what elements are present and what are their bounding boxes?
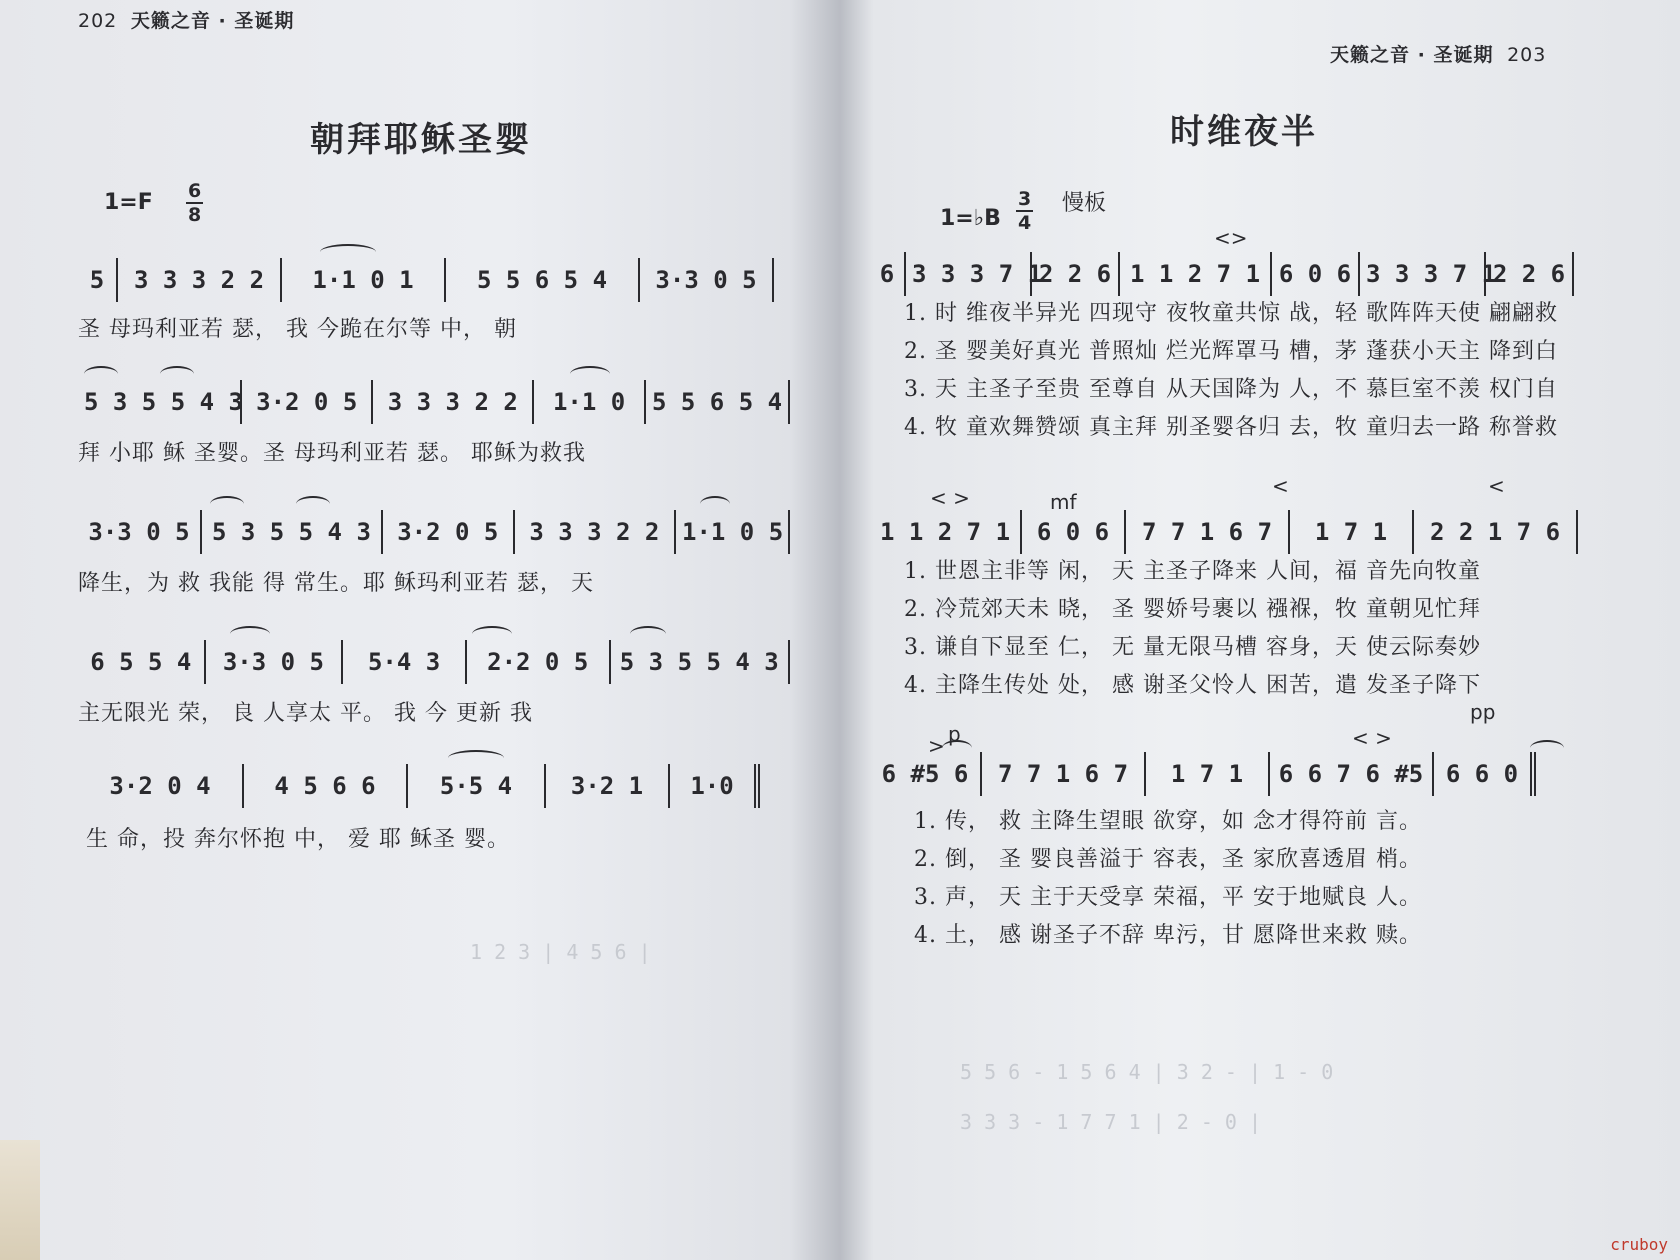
measure: 3 3 3 2 2	[515, 510, 676, 554]
left-header-title: 天籁之音 · 圣诞期	[130, 10, 295, 32]
measure: 3·2 0 5	[242, 380, 373, 424]
right-lyric-line-2-4: 4. 主降生传处 处， 感 谢圣父怜人 困苦，遣 发圣子降下	[904, 673, 1481, 698]
accent-mark: >	[928, 734, 945, 758]
measure: 3·2 1	[546, 764, 670, 808]
right-notation-line-3	[870, 752, 1670, 796]
watermark: cruboy	[1610, 1235, 1668, 1254]
left-lyric-line-5: 生 命，投 奔尔怀抱 中， 爱 耶 稣圣 婴。	[86, 827, 510, 852]
slur	[296, 496, 330, 512]
right-time-denominator: 4	[1018, 212, 1032, 234]
left-time-numerator: 6	[188, 180, 202, 202]
measure: 3·2 0 4	[78, 764, 244, 808]
left-notation-line-2	[78, 380, 790, 424]
measure: 3·3 0 5	[78, 510, 202, 554]
measure: 1·1 0	[534, 380, 646, 424]
slur	[700, 496, 730, 512]
right-lyric-line-1-3: 3. 天 主圣子至贵 至尊自 从天国降为 人，不 慕巨室不羡 权门自	[904, 377, 1558, 402]
bleed-through-text: 5 5 6 - 1 5 6 4 | 3 2 - | 1 - 0	[960, 1060, 1334, 1084]
measure-final: 1·0	[670, 764, 760, 808]
measure: 5·4 3	[343, 640, 467, 684]
measure: 2 2 6	[1486, 252, 1574, 296]
right-page	[840, 0, 1680, 1260]
left-notation-line-3	[78, 510, 790, 554]
slur	[160, 366, 194, 382]
bleed-through-text: 1 2 3 | 4 5 6 |	[470, 940, 651, 964]
measure: 3 3 3 7 1	[1360, 252, 1486, 296]
left-page-number: 202	[78, 10, 118, 32]
right-notation-line-1	[870, 252, 1670, 296]
measure: 5·5 4	[408, 764, 546, 808]
left-lyric-line-2: 拜 小耶 稣 圣婴。圣 母玛利亚若 瑟。 耶稣为救我	[78, 441, 586, 466]
left-lyric-line-3: 降生，为 救 我能 得 常生。耶 稣玛利亚若 瑟， 天	[78, 571, 594, 596]
right-lyric-line-2-1: 1. 世恩主非等 闲， 天 主圣子降来 人间，福 音先向牧童	[904, 559, 1481, 584]
measure: 3 3 3 2 2	[373, 380, 534, 424]
measure: 5 3 5 5 4 3	[78, 380, 242, 424]
measure: 3·3 0 5	[206, 640, 344, 684]
right-lyric-line-3-1: 1. 传， 救 主降生望眼 欲穿，如 念才得符前 言。	[914, 809, 1422, 834]
dynamic-p: p	[948, 722, 961, 746]
slur	[942, 740, 972, 756]
measure: 3·3 0 5	[640, 258, 774, 302]
right-running-header	[1330, 40, 1552, 67]
right-key-signature: 1=♭B	[940, 206, 1001, 231]
left-time-signature	[186, 180, 203, 226]
right-lyric-line-1-4: 4. 牧 童欢舞赞颂 真主拜 别圣婴各归 去，牧 童归去一路 称誉救	[904, 415, 1558, 440]
left-song-title: 朝拜耶稣圣婴	[310, 120, 532, 160]
measure: 5 3 5 5 4 3	[611, 640, 790, 684]
right-song-title: 时维夜半	[1170, 112, 1318, 152]
slur	[230, 626, 270, 642]
page-corner	[0, 1140, 40, 1260]
right-lyric-line-3-3: 3. 声， 天 主于天受享 荣福，平 安于地赋良 人。	[914, 885, 1422, 910]
right-lyric-line-3-4: 4. 土， 感 谢圣子不辞 卑污，甘 愿降世来救 赎。	[914, 923, 1422, 948]
measure: 5 3 5 5 4 3	[202, 510, 383, 554]
slur	[210, 496, 244, 512]
measure: 3 3 3 7 1	[906, 252, 1032, 296]
slur	[448, 750, 504, 766]
measure: 1·1 0 5	[676, 510, 790, 554]
crescendo-decrescendo: < >	[1352, 726, 1392, 750]
measure: 1 7 1	[1290, 510, 1414, 554]
measure: 6 6 7 6 #5	[1270, 752, 1434, 796]
measure: 6	[870, 252, 906, 296]
right-lyric-line-3-2: 2. 倒， 圣 婴良善溢于 容表，圣 家欣喜透眉 梢。	[914, 847, 1422, 872]
measure: 2 2 6	[1032, 252, 1120, 296]
measure: 1 1 2 7 1	[1120, 252, 1272, 296]
measure: 3 3 3 2 2	[118, 258, 282, 302]
measure: 1·1 0 1	[282, 258, 446, 302]
left-key-signature: 1=F	[104, 190, 153, 215]
right-header-title: 天籁之音 · 圣诞期	[1330, 44, 1494, 66]
slur	[320, 244, 376, 260]
right-lyric-line-1-2: 2. 圣 婴美好真光 普照灿 烂光辉罩马 槽，茅 蓬获小天主 降到白	[904, 339, 1558, 364]
left-lyric-line-4: 主无限光 荣， 良 人享太 平。 我 今 更新 我	[78, 701, 533, 726]
right-lyric-line-2-3: 3. 谦自下显至 仁， 无 量无限马槽 容身，天 使云际奏妙	[904, 635, 1481, 660]
crescendo: <	[1488, 474, 1505, 498]
crescendo-decrescendo: < >	[930, 486, 970, 510]
slur	[472, 626, 512, 642]
measure: 2·2 0 5	[467, 640, 611, 684]
right-time-signature	[1016, 188, 1033, 234]
measure: 6 #5 6	[870, 752, 982, 796]
slur	[570, 366, 610, 382]
right-notation-line-2	[870, 510, 1670, 554]
left-notation-line-1	[78, 258, 790, 302]
dynamic-pp: pp	[1470, 700, 1496, 724]
crescendo-decrescendo: <>	[1214, 226, 1248, 250]
right-time-numerator: 3	[1018, 188, 1032, 210]
measure: 5	[78, 258, 118, 302]
slur	[84, 366, 118, 382]
left-time-denominator: 8	[188, 204, 202, 226]
left-notation-line-5	[78, 764, 790, 808]
right-page-number: 203	[1507, 44, 1547, 66]
measure: 6 0 6	[1022, 510, 1126, 554]
measure: 1 7 1	[1146, 752, 1270, 796]
bleed-through-text: 3 3 3 - 1 7 7 1 | 2 - 0 |	[960, 1110, 1262, 1134]
right-lyric-line-2-2: 2. 冷荒郊天未 晓， 圣 婴娇号裹以 襁褓，牧 童朝见忙拜	[904, 597, 1481, 622]
measure: 5 5 6 5 4	[646, 380, 790, 424]
measure: 1 1 2 7 1	[870, 510, 1022, 554]
measure-final: 6 6 0	[1434, 752, 1536, 796]
measure: 7 7 1 6 7	[1126, 510, 1290, 554]
tempo-marking: 慢板	[1062, 191, 1107, 216]
crescendo: <	[1272, 474, 1289, 498]
measure: 2 2 1 7 6	[1414, 510, 1578, 554]
measure: 6 5 5 4	[78, 640, 206, 684]
slur	[630, 626, 666, 642]
slur	[1530, 740, 1564, 756]
measure: 5 5 6 5 4	[446, 258, 640, 302]
measure: 3·2 0 5	[383, 510, 515, 554]
measure: 6 0 6	[1272, 252, 1360, 296]
dynamic-mf: mf	[1050, 490, 1077, 514]
right-lyric-line-1-1: 1. 时 维夜半异光 四现守 夜牧童共惊 战，轻 歌阵阵天使 翩翩救	[904, 301, 1558, 326]
left-notation-line-4	[78, 640, 790, 684]
measure: 4 5 6 6	[244, 764, 408, 808]
left-running-header	[72, 6, 294, 33]
left-lyric-line-1: 圣 母玛利亚若 瑟， 我 今跪在尔等 中， 朝	[78, 317, 517, 342]
measure: 7 7 1 6 7	[982, 752, 1146, 796]
